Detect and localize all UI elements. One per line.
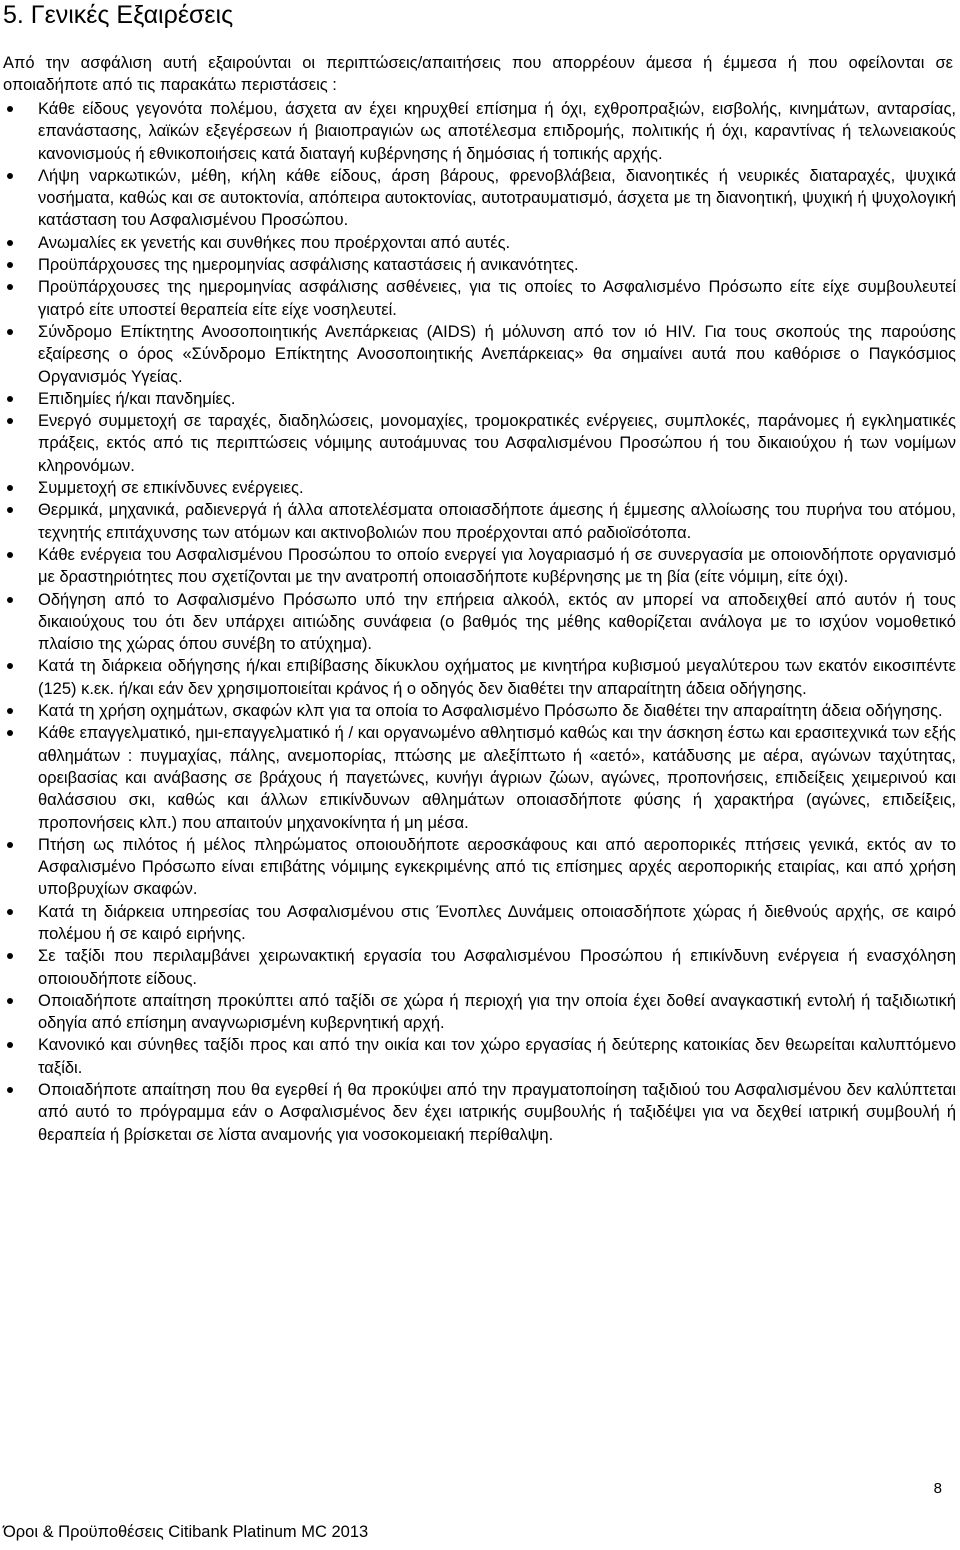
list-item (0, 499, 960, 544)
exclusions-list (0, 98, 960, 1146)
bullet-icon (7, 485, 13, 491)
list-item-text: Προϋπάρχουσες της ημερομηνίας ασφάλισης ασθένειες, για τις οποίες το Ασφαλισμένο Πρόσωπο είτε είχε συμβουλευτεί γιατρό είτε υποστεί θεραπεία είτε είχε νοσηλευτεί. (38, 278, 956, 319)
list-item (0, 276, 960, 321)
list-item-text: Προϋπάρχουσες της ημερομηνίας ασφάλισης καταστάσεις ή ανικανότητες. (38, 256, 579, 275)
list-item (0, 655, 960, 700)
list-item-text: Συμμετοχή σε επικίνδυνες ενέργειες. (38, 479, 304, 498)
list-item-text: Ανωμαλίες εκ γενετής και συνθήκες που προέρχονται από αυτές. (38, 233, 511, 252)
list-item-text: Κάθε επαγγελματικό, ημι-επαγγελματικό ή / και οργανωμένο αθλητισμό καθώς και την άσκηση έστω και ερασιτεχνικά των εξής αθλημάτων : πυγμαχίας, πάλης, ανεμοπορίας, πτώσης με αλεξίπτωτο ή «αετό», κατάδυσης με αέρα, αγώνων ταχύτητας, ορειβασίας και ανάβασης σε βράχους ή παγετώνες, κυνήγι άγριων ζώων, αγώνες, προπονήσεις, επιδείξεις χειμερινού και θαλάσσιου σκι, καθώς και άλλων επικίνδυνων αθλημάτων οποιασδήποτε φύσης ή χαρακτήρα (αγώνες, επιδείξεις, προπονήσεις κλπ.) που απαιτούν μηχανοκίνητα ή μη μέσα. (38, 724, 956, 832)
list-item (0, 388, 960, 410)
bullet-icon (7, 507, 13, 513)
page-number: 8 (933, 1480, 942, 1497)
page-footer: Όροι & Προϋποθέσεις Citibank Platinum MC 2013 (3, 1523, 369, 1541)
bullet-icon (7, 329, 13, 335)
list-item (0, 834, 960, 901)
bullet-icon (7, 418, 13, 424)
list-item-text: Επιδημίες ή/και πανδημίες. (38, 389, 236, 408)
list-item-text: Λήψη ναρκωτικών, μέθη, κήλη κάθε είδους, άρση βάρους, φρενοβλάβεια, διανοητικές ή νευρικές διαταραχές, ψυχικά νοσήματα, καθώς και σε αυτοκτονία, απόπειρα αυτοκτονίας, αυτοτραυματισμό, άσχετα με τη διανοητική, ψυχική ή ψυχολογική κατάσταση του Ασφαλισμένου Προσώπου. (38, 166, 956, 230)
bullet-icon (7, 730, 13, 736)
bullet-icon (7, 597, 13, 603)
section-heading: 5. Γενικές Εξαιρέσεις (3, 1, 234, 29)
list-item-text: Σύνδρομο Επίκτητης Ανοσοποιητικής Ανεπάρκειας (AIDS) ή μόλυνση από τον ιό HIV. Για τους σκοπούς της παρούσης εξαίρεσης ο όρος «Σύνδρομο Επίκτητης Ανοσοποιητικής Ανεπάρκειας» θα σημαίνει αυτά που καθόρισε ο Παγκόσμιος Οργανισμός Υγείας. (38, 322, 956, 386)
list-item-text: Κάθε είδους γεγονότα πολέμου, άσχετα αν έχει κηρυχθεί επίσημα ή όχι, εχθροπραξιών, εισβολής, κινημάτων, ανταρσίας, επανάστασης, λαϊκών εξεγέρσεων ή βιαιοπραγιών ως αποτέλεσμα επιδρομής, πολιτικής ή όχι, καραντίνας ή τελωνειακούς κανονισμούς ή εθνικοποιήσεις κατά διαταγή κυβέρνησης ή δημόσιας ή τοπικής αρχής. (38, 100, 956, 163)
bullet-icon (7, 1087, 13, 1093)
list-item (0, 98, 960, 165)
bullet-icon (7, 284, 13, 290)
list-item (0, 254, 960, 276)
list-item-text: Κατά τη χρήση οχημάτων, σκαφών κλπ για τα οποία το Ασφαλισμένο Πρόσωπο δε διαθέτει την απαραίτητη άδεια οδήγησης. (38, 702, 943, 721)
list-item-text: Πτήση ως πιλότος ή μέλος πληρώματος οποιουδήποτε αεροσκάφους και από αεροπορικές πτήσεις γενικά, εκτός αν το Ασφαλισμένο Πρόσωπο είναι επιβάτης νόμιμης εγκεκριμένης από τις επίσημες αρχές αεροπορικής εταιρίας, και από χρήση υποβρυχίων σκαφών. (38, 835, 956, 899)
bullet-icon (7, 998, 13, 1004)
list-item-text: Σε ταξίδι που περιλαμβάνει χειρωνακτική εργασία του Ασφαλισμένου Προσώπου ή επικίνδυνη ενέργεια ή ενασχόληση οποιουδήποτε είδους. (38, 947, 956, 988)
list-item (0, 1034, 960, 1079)
list-item-text: Κανονικό και σύνηθες ταξίδι προς και από την οικία και τον χώρο εργασίας ή δεύτερης κατοικίας δεν θεωρείται καλυπτόμενο ταξίδι. (38, 1036, 956, 1077)
list-item (0, 232, 960, 254)
list-item (0, 1079, 960, 1146)
bullet-icon (7, 262, 13, 268)
intro-paragraph: Από την ασφάλιση αυτή εξαιρούνται οι περιπτώσεις/απαιτήσεις που απορρέουν άμεσα ή έμμεσα ή που οφείλονται σε οποιαδήποτε από τις παρακάτω περιστάσεις : (3, 54, 953, 95)
list-item (0, 544, 960, 589)
bullet-icon (7, 909, 13, 915)
bullet-icon (7, 842, 13, 848)
list-item-text: Κατά τη διάρκεια οδήγησης ή/και επιβίβασης δίκυκλου οχήματος με κινητήρα κυβισμού μεγαλύτερου των εκατόν εικοσιπέντε (125) κ.εκ. ή/και εάν δεν χρησιμοποιείται κράνος ή ο οδηγός δεν διαθέτει την απαραίτητη άδεια οδήγησης. (38, 657, 956, 698)
list-item-text: Θερμικά, μηχανικά, ραδιενεργά ή άλλα αποτελέσματα οποιασδήποτε άμεσης ή έμμεσης αλλοίωσης του πυρήνα του ατόμου, τεχνητής επιτάχυνσης των ατόμων και ακτινοβολιών που προέρχονται από ραδιοϊσότοπα. (38, 501, 956, 542)
list-item (0, 700, 960, 722)
list-item (0, 321, 960, 388)
bullet-icon (7, 552, 13, 558)
bullet-icon (7, 240, 13, 246)
bullet-icon (7, 1042, 13, 1048)
list-item (0, 990, 960, 1035)
list-item (0, 945, 960, 990)
list-item-text: Οδήγηση από το Ασφαλισμένο Πρόσωπο υπό την επήρεια αλκοόλ, εκτός αν μπορεί να αποδειχθεί από αυτόν ή τους δικαιούχους του ότι δεν υπάρχει αιτιώδης συνάφεια (ο βαθμός της μέθης καθορίζεται ανάλογα με το ισχύον νομοθετικό πλαίσιο της χώρας όπου συνέβη το ατύχημα). (38, 590, 956, 654)
list-item (0, 722, 960, 833)
list-item-text: Κάθε ενέργεια του Ασφαλισμένου Προσώπου το οποίο ενεργεί για λογαριασμό ή σε συνεργασία με οποιονδήποτε οργανισμό με δραστηριότητες που σχετίζονται με την ανατροπή οποιασδήποτε κυβέρνησης με τη βία (είτε νόμιμη, είτε όχι). (38, 545, 956, 587)
list-item-text: Ενεργό συμμετοχή σε ταραχές, διαδηλώσεις, μονομαχίες, τρομοκρατικές ενέργειες, συμπλοκές, παράνομες ή εγκληματικές πράξεις, εκτός από τις περιπτώσεις νόμιμης αυτοάμυνας του Ασφαλισμένου Προσώπου ή του δικαιούχου ή των νομίμων κληρονόμων. (38, 412, 956, 475)
bullet-icon (7, 173, 13, 179)
bullet-icon (7, 708, 13, 714)
bullet-icon (7, 953, 13, 959)
list-item-text: Κατά τη διάρκεια υπηρεσίας του Ασφαλισμένου στις Ένοπλες Δυνάμεις οποιασδήποτε χώρας ή διεθνούς αρχής, σε καιρό πολέμου ή σε καιρό ειρήνης. (38, 902, 956, 943)
list-item (0, 165, 960, 232)
list-item-text: Οποιαδήποτε απαίτηση προκύπτει από ταξίδι σε χώρα ή περιοχή για την οποία έχει δοθεί αναγκαστική εντολή ή ταξιδιωτική οδηγία από επίσημη αναγνωρισμένη κυβερνητική αρχή. (38, 991, 956, 1033)
bullet-icon (7, 663, 13, 669)
list-item (0, 589, 960, 656)
list-item-text: Οποιαδήποτε απαίτηση που θα εγερθεί ή θα προκύψει από την πραγματοποίηση ταξιδιού του Ασφαλισμένου δεν καλύπτεται από αυτό το πρόγραμμα εάν ο Ασφαλισμένος δεν έχει ιατρικής συμβουλής ή ταξιδέψει για να δεχθεί ιατρική συμβουλή ή θεραπεία ή βρίσκεται σε λίστα αναμονής για νοσοκομειακή περίθαλψη. (38, 1081, 956, 1144)
bullet-icon (7, 106, 13, 112)
bullet-icon (7, 396, 13, 402)
list-item (0, 901, 960, 946)
list-item (0, 477, 960, 499)
list-item (0, 410, 960, 477)
